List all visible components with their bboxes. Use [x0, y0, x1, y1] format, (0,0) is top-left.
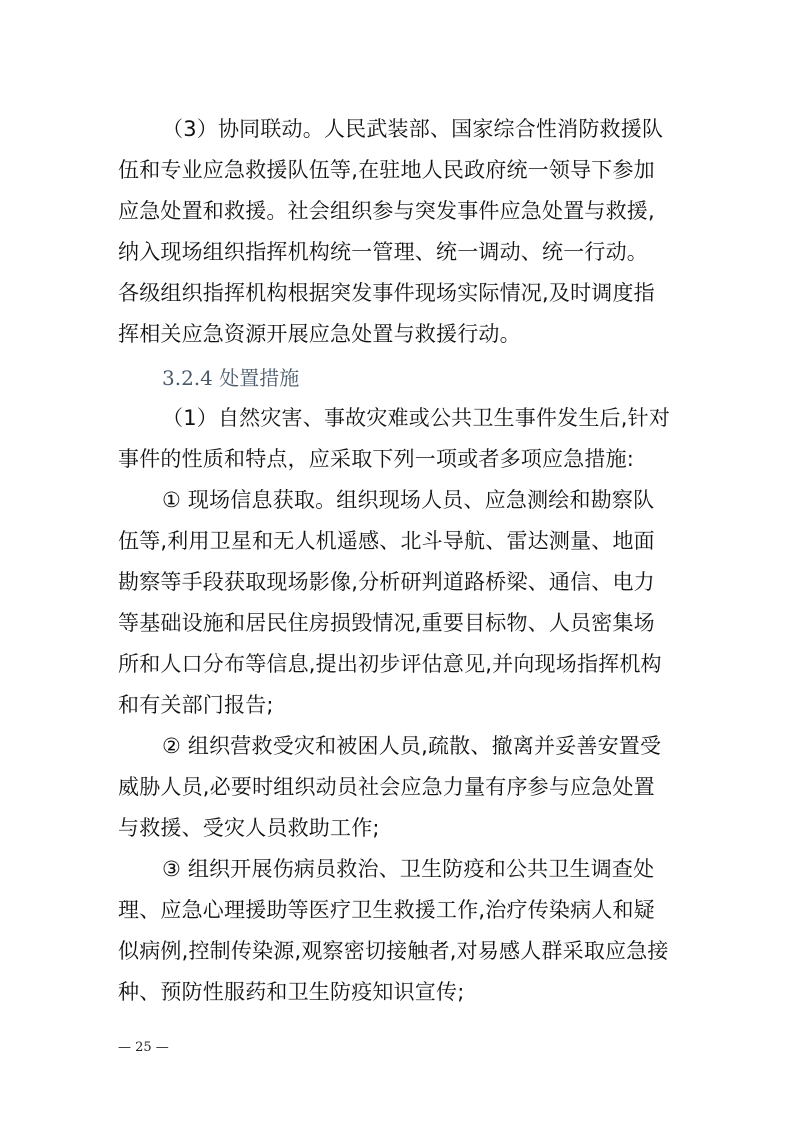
- paragraph-line: 与救援、受灾人员救助工作;: [118, 816, 380, 840]
- paragraph-line: 各级组织指挥机构根据突发事件现场实际情况,及时调度指: [118, 281, 655, 305]
- paragraph-line: ① 现场信息获取。组织现场人员、应急测绘和勘察队: [162, 488, 655, 512]
- paragraph-line: 伍和专业应急救援队伍等,在驻地人民政府统一领导下参加: [118, 158, 655, 182]
- paragraph-line: 理、应急心理援助等医疗卫生救援工作,治疗传染病人和疑: [118, 898, 655, 922]
- paragraph-line: ② 组织营救受灾和被困人员,疏散、撤离并妥善安置受: [162, 734, 662, 758]
- paragraph-line: 挥相关应急资源开展应急处置与救援行动。: [118, 322, 521, 346]
- paragraph-line: 威胁人员,必要时组织动员社会应急力量有序参与应急处置: [118, 775, 655, 799]
- paragraph-line: 种、预防性服药和卫生防疫知识宣传;: [118, 980, 465, 1004]
- paragraph-line: （3）协同联动。人民武装部、国家综合性消防救援队: [162, 117, 664, 141]
- paragraph-line: 等基础设施和居民住房损毁情况,重要目标物、人员密集场: [118, 611, 655, 635]
- paragraph-line: 应急处置和救援。社会组织参与突发事件应急处置与救援,: [118, 199, 655, 223]
- paragraph-line: 勘察等手段获取现场影像,分析研判道路桥梁、通信、电力: [118, 570, 655, 594]
- paragraph-line: 事件的性质和特点，应采取下列一项或者多项应急措施:: [118, 447, 635, 471]
- paragraph-line: ③ 组织开展伤病员救治、卫生防疫和公共卫生调查处: [162, 857, 655, 881]
- paragraph-line: 所和人口分布等信息,提出初步评估意见,并向现场指挥机构: [118, 652, 662, 676]
- paragraph-line: 似病例,控制传染源,观察密切接触者,对易感人群采取应急接: [118, 939, 669, 963]
- paragraph-line: （1）自然灾害、事故灾难或公共卫生事件发生后,针对: [162, 406, 671, 430]
- page-number: — 25 —: [118, 1040, 169, 1055]
- section-heading: 3.2.4 处置措施: [162, 366, 300, 390]
- paragraph-line: 和有关部门报告;: [118, 693, 274, 717]
- paragraph-line: 伍等,利用卫星和无人机遥感、北斗导航、雷达测量、地面: [118, 529, 655, 553]
- paragraph-line: 纳入现场组织指挥机构统一管理、统一调动、统一行动。: [118, 240, 648, 264]
